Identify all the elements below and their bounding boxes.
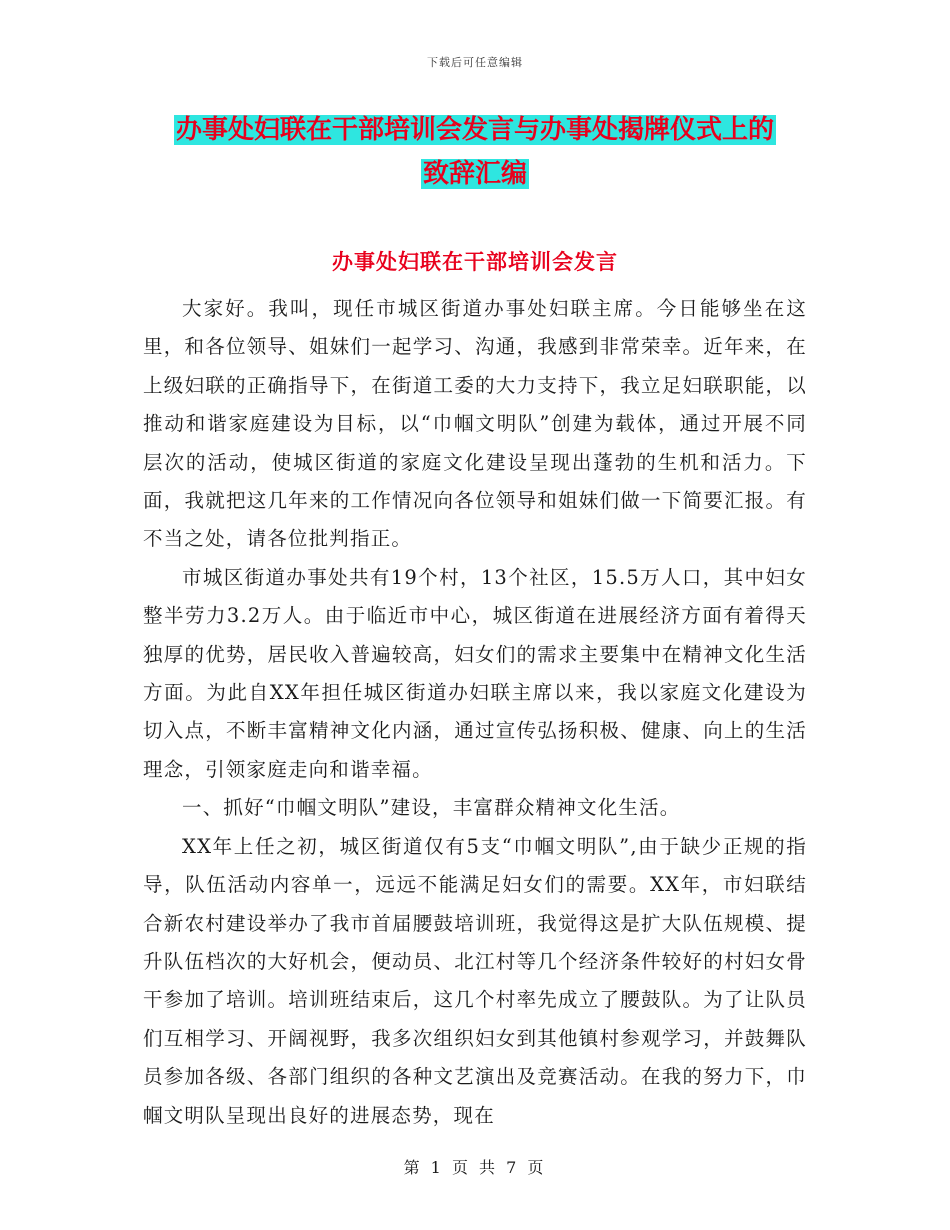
document-title — [0, 108, 950, 196]
document-title-line-2: 致辞汇编 — [422, 159, 527, 189]
section-title: 办事处妇联在干部培训会发言 — [332, 250, 618, 274]
document-title-line-1: 办事处妇联在干部培训会发言与办事处揭牌仪式上的 — [175, 115, 774, 145]
paragraph-overview: 市城区街道办事处共有19个村，13个社区，15.5万人口，其中妇女整半劳力3.2万人。由于临近市中心，城区街道在进展经济方面有着得天独厚的优势，居民收入普遍较高，妇女们的需求主要集中在精神文化生活方面。为此自XX年担任城区街道办妇联主席以来，我以家庭文化建设为切入点，不断丰富精神文化内涵，通过宣传弘扬积极、健康、向上的生活理念，引领家庭走向和谐幸福。 — [143, 565, 807, 781]
page-number: 第 1 页 共 7 页 — [403, 1158, 547, 1177]
page-header-note: 下载后可任意编辑 — [427, 56, 523, 69]
body-text — [143, 290, 807, 1135]
paragraph-intro: 大家好。我叫，现任市城区街道办事处妇联主席。今日能够坐在这里，和各位领导、姐妹们一起学习、沟通，我感到非常荣幸。近年来，在上级妇联的正确指导下，在街道工委的大力支持下，我立足妇联职能，以推动和谐家庭建设为目标，以“巾帼文明队”创建为载体，通过开展不同层次的活动，使城区街道的家庭文化建设呈现出蓬勃的生机和活力。下面，我就把这几年来的工作情况向各位领导和姐妹们做一下简要汇报。有不当之处，请各位批判指正。 — [143, 297, 807, 551]
paragraph-heading-one: 一、抓好“巾帼文明队”建设，丰富群众精神文化生活。 — [182, 796, 681, 820]
paragraph-team-building: XX年上任之初，城区街道仅有5支“巾帼文明队”,由于缺少正规的指导，队伍活动内容单一，远远不能满足妇女们的需要。XX年，市妇联结合新农村建设举办了我市首届腰鼓培训班，我觉得这是扩大队伍规模、提升队伍档次的大好机会，便动员、北江村等几个经济条件较好的村妇女骨干参加了培训。培训班结束后，这几个村率先成立了腰鼓队。为了让队员们互相学习、开阔视野，我多次组织妇女到其他镇村参观学习，并鼓舞队员参加各级、各部门组织的各种文艺演出及竞赛活动。在我的努力下，巾帼文明队呈现出良好的进展态势，现在 — [143, 834, 807, 1127]
